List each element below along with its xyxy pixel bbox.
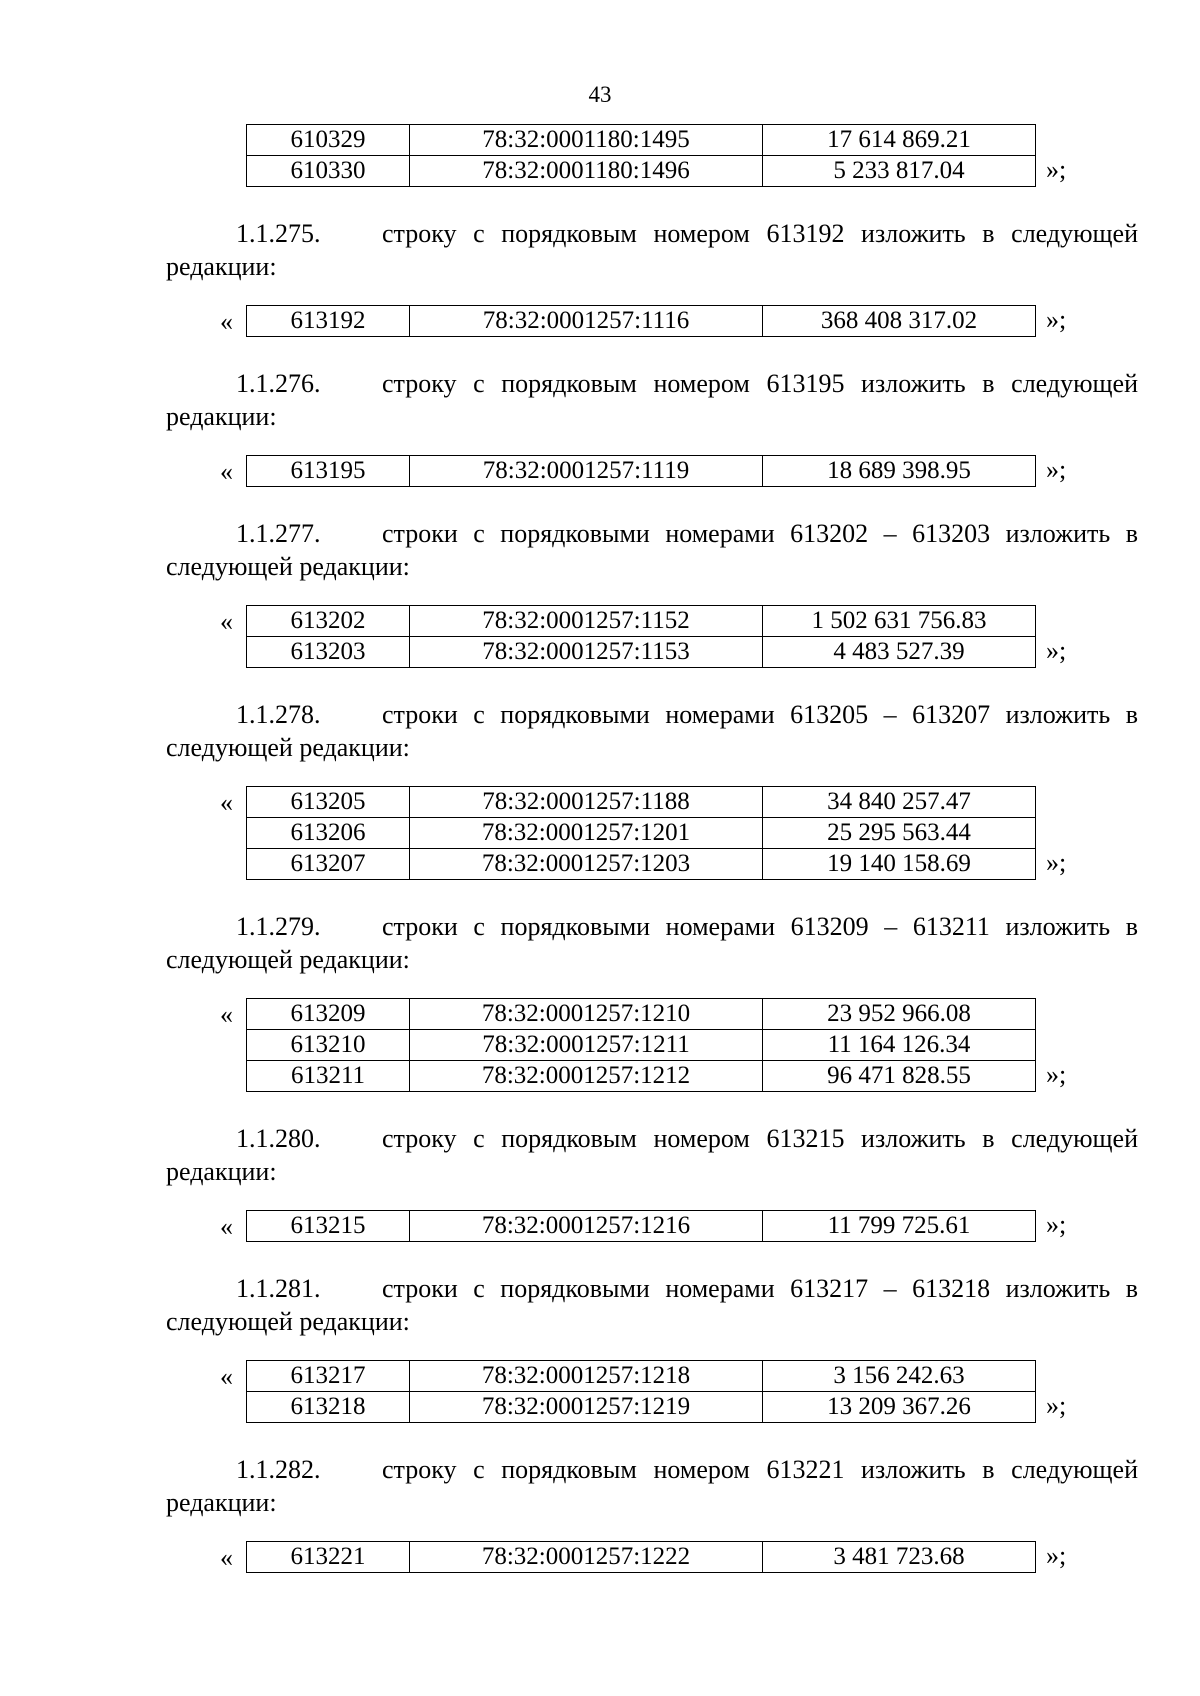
cadastral-number-cell: 78:32:0001257:1153 — [410, 637, 763, 668]
value-cell: 18 689 398.95 — [763, 456, 1036, 487]
section-paragraph — [166, 698, 1138, 764]
section-text: строки с порядковыми номерами 613202 – 613203 изложить в следующей редакции: — [166, 519, 1138, 581]
top-table — [246, 124, 1036, 187]
value-cell: 5 233 817.04 — [763, 156, 1036, 187]
section-table-wrap — [0, 786, 1200, 880]
top-table-block — [0, 124, 1200, 187]
section-text: строку с порядковым номером 613215 изложить в следующей редакции: — [166, 1124, 1138, 1186]
section-paragraph — [166, 1122, 1138, 1188]
document-body — [0, 124, 1200, 1603]
table-row — [247, 306, 1036, 337]
cadastral-number-cell: 78:32:0001257:1219 — [410, 1392, 763, 1423]
value-cell: 13 209 367.26 — [763, 1392, 1036, 1423]
cadastral-number-cell: 78:32:0001257:1116 — [410, 306, 763, 337]
section-table-wrap — [0, 998, 1200, 1092]
row-number-cell: 613195 — [247, 456, 410, 487]
section-table — [246, 998, 1036, 1092]
quote-open: « — [220, 1000, 233, 1029]
section-number: 1.1.282. — [236, 1455, 321, 1484]
value-cell: 3 156 242.63 — [763, 1361, 1036, 1392]
quote-close: »; — [1046, 305, 1067, 334]
section-text: строку с порядковым номером 613192 изложить в следующей редакции: — [166, 219, 1138, 281]
section-number: 1.1.278. — [236, 700, 321, 729]
section-number: 1.1.275. — [236, 219, 321, 248]
section-number: 1.1.281. — [236, 1274, 321, 1303]
cadastral-number-cell: 78:32:0001257:1218 — [410, 1361, 763, 1392]
quote-close: »; — [1046, 455, 1067, 484]
section-table — [246, 455, 1036, 487]
section-block — [0, 910, 1200, 1092]
quote-open: « — [220, 457, 233, 486]
cadastral-number-cell: 78:32:0001257:1222 — [410, 1542, 763, 1573]
section-table-wrap — [0, 1210, 1200, 1242]
row-number-cell: 613203 — [247, 637, 410, 668]
table-row — [247, 999, 1036, 1030]
row-number-cell: 610329 — [247, 125, 410, 156]
value-cell: 96 471 828.55 — [763, 1061, 1036, 1092]
row-number-cell: 610330 — [247, 156, 410, 187]
table-row — [247, 156, 1036, 187]
section-table-wrap — [0, 305, 1200, 337]
quote-open: « — [220, 307, 233, 336]
cadastral-number-cell: 78:32:0001257:1212 — [410, 1061, 763, 1092]
value-cell: 23 952 966.08 — [763, 999, 1036, 1030]
table-row — [247, 787, 1036, 818]
cadastral-number-cell: 78:32:0001257:1203 — [410, 849, 763, 880]
section-table — [246, 1360, 1036, 1423]
quote-open: « — [220, 607, 233, 636]
section-table-wrap — [0, 1360, 1200, 1423]
cadastral-number-cell: 78:32:0001257:1188 — [410, 787, 763, 818]
section-table-wrap — [0, 605, 1200, 668]
row-number-cell: 613218 — [247, 1392, 410, 1423]
section-text: строки с порядковыми номерами 613217 – 613218 изложить в следующей редакции: — [166, 1274, 1138, 1336]
table-row — [247, 849, 1036, 880]
row-number-cell: 613207 — [247, 849, 410, 880]
table-row — [247, 1392, 1036, 1423]
quote-close: »; — [1046, 1060, 1067, 1089]
quote-close: »; — [1046, 155, 1067, 184]
top-table-wrap — [0, 124, 1200, 187]
cadastral-number-cell: 78:32:0001257:1210 — [410, 999, 763, 1030]
section-text: строки с порядковыми номерами 613205 – 613207 изложить в следующей редакции: — [166, 700, 1138, 762]
section-number: 1.1.277. — [236, 519, 321, 548]
quote-open: « — [220, 788, 233, 817]
table-row — [247, 1061, 1036, 1092]
value-cell: 1 502 631 756.83 — [763, 606, 1036, 637]
cadastral-number-cell: 78:32:0001257:1119 — [410, 456, 763, 487]
section-block — [0, 1122, 1200, 1242]
cadastral-number-cell: 78:32:0001257:1201 — [410, 818, 763, 849]
quote-close: »; — [1046, 1391, 1067, 1420]
section-paragraph — [166, 217, 1138, 283]
cadastral-number-cell: 78:32:0001257:1216 — [410, 1211, 763, 1242]
row-number-cell: 613206 — [247, 818, 410, 849]
section-block — [0, 1272, 1200, 1423]
section-text: строки с порядковыми номерами 613209 – 613211 изложить в следующей редакции: — [166, 912, 1138, 974]
section-paragraph — [166, 367, 1138, 433]
section-paragraph — [166, 1453, 1138, 1519]
table-row — [247, 818, 1036, 849]
section-number: 1.1.276. — [236, 369, 321, 398]
section-block — [0, 517, 1200, 668]
section-table — [246, 305, 1036, 337]
cadastral-number-cell: 78:32:0001257:1152 — [410, 606, 763, 637]
value-cell: 17 614 869.21 — [763, 125, 1036, 156]
row-number-cell: 613221 — [247, 1542, 410, 1573]
table-row — [247, 1542, 1036, 1573]
cadastral-number-cell: 78:32:0001180:1496 — [410, 156, 763, 187]
value-cell: 11 799 725.61 — [763, 1211, 1036, 1242]
quote-close: »; — [1046, 848, 1067, 877]
section-block — [0, 217, 1200, 337]
section-table-wrap — [0, 455, 1200, 487]
quote-open: « — [220, 1362, 233, 1391]
table-row — [247, 1361, 1036, 1392]
value-cell: 3 481 723.68 — [763, 1542, 1036, 1573]
row-number-cell: 613192 — [247, 306, 410, 337]
value-cell: 19 140 158.69 — [763, 849, 1036, 880]
table-row — [247, 606, 1036, 637]
section-table-wrap — [0, 1541, 1200, 1573]
value-cell: 34 840 257.47 — [763, 787, 1036, 818]
section-block — [0, 1453, 1200, 1573]
quote-close: »; — [1046, 1541, 1067, 1570]
section-table — [246, 1541, 1036, 1573]
section-number: 1.1.279. — [236, 912, 321, 941]
row-number-cell: 613205 — [247, 787, 410, 818]
quote-close: »; — [1046, 636, 1067, 665]
value-cell: 25 295 563.44 — [763, 818, 1036, 849]
quote-open: « — [220, 1543, 233, 1572]
section-paragraph — [166, 1272, 1138, 1338]
section-block — [0, 367, 1200, 487]
section-table — [246, 1210, 1036, 1242]
table-row — [247, 456, 1036, 487]
value-cell: 368 408 317.02 — [763, 306, 1036, 337]
section-paragraph — [166, 517, 1138, 583]
page-number: 43 — [588, 82, 612, 107]
table-row — [247, 637, 1036, 668]
row-number-cell: 613215 — [247, 1211, 410, 1242]
section-paragraph — [166, 910, 1138, 976]
sections — [0, 217, 1200, 1573]
row-number-cell: 613217 — [247, 1361, 410, 1392]
quote-open: « — [220, 1212, 233, 1241]
value-cell: 11 164 126.34 — [763, 1030, 1036, 1061]
row-number-cell: 613210 — [247, 1030, 410, 1061]
section-text: строку с порядковым номером 613195 изложить в следующей редакции: — [166, 369, 1138, 431]
section-table — [246, 605, 1036, 668]
row-number-cell: 613202 — [247, 606, 410, 637]
table-row — [247, 1030, 1036, 1061]
row-number-cell: 613209 — [247, 999, 410, 1030]
section-text: строку с порядковым номером 613221 изложить в следующей редакции: — [166, 1455, 1138, 1517]
cadastral-number-cell: 78:32:0001257:1211 — [410, 1030, 763, 1061]
section-number: 1.1.280. — [236, 1124, 321, 1153]
value-cell: 4 483 527.39 — [763, 637, 1036, 668]
table-row — [247, 125, 1036, 156]
section-table — [246, 786, 1036, 880]
cadastral-number-cell: 78:32:0001180:1495 — [410, 125, 763, 156]
section-block — [0, 698, 1200, 880]
row-number-cell: 613211 — [247, 1061, 410, 1092]
table-row — [247, 1211, 1036, 1242]
quote-close: »; — [1046, 1210, 1067, 1239]
